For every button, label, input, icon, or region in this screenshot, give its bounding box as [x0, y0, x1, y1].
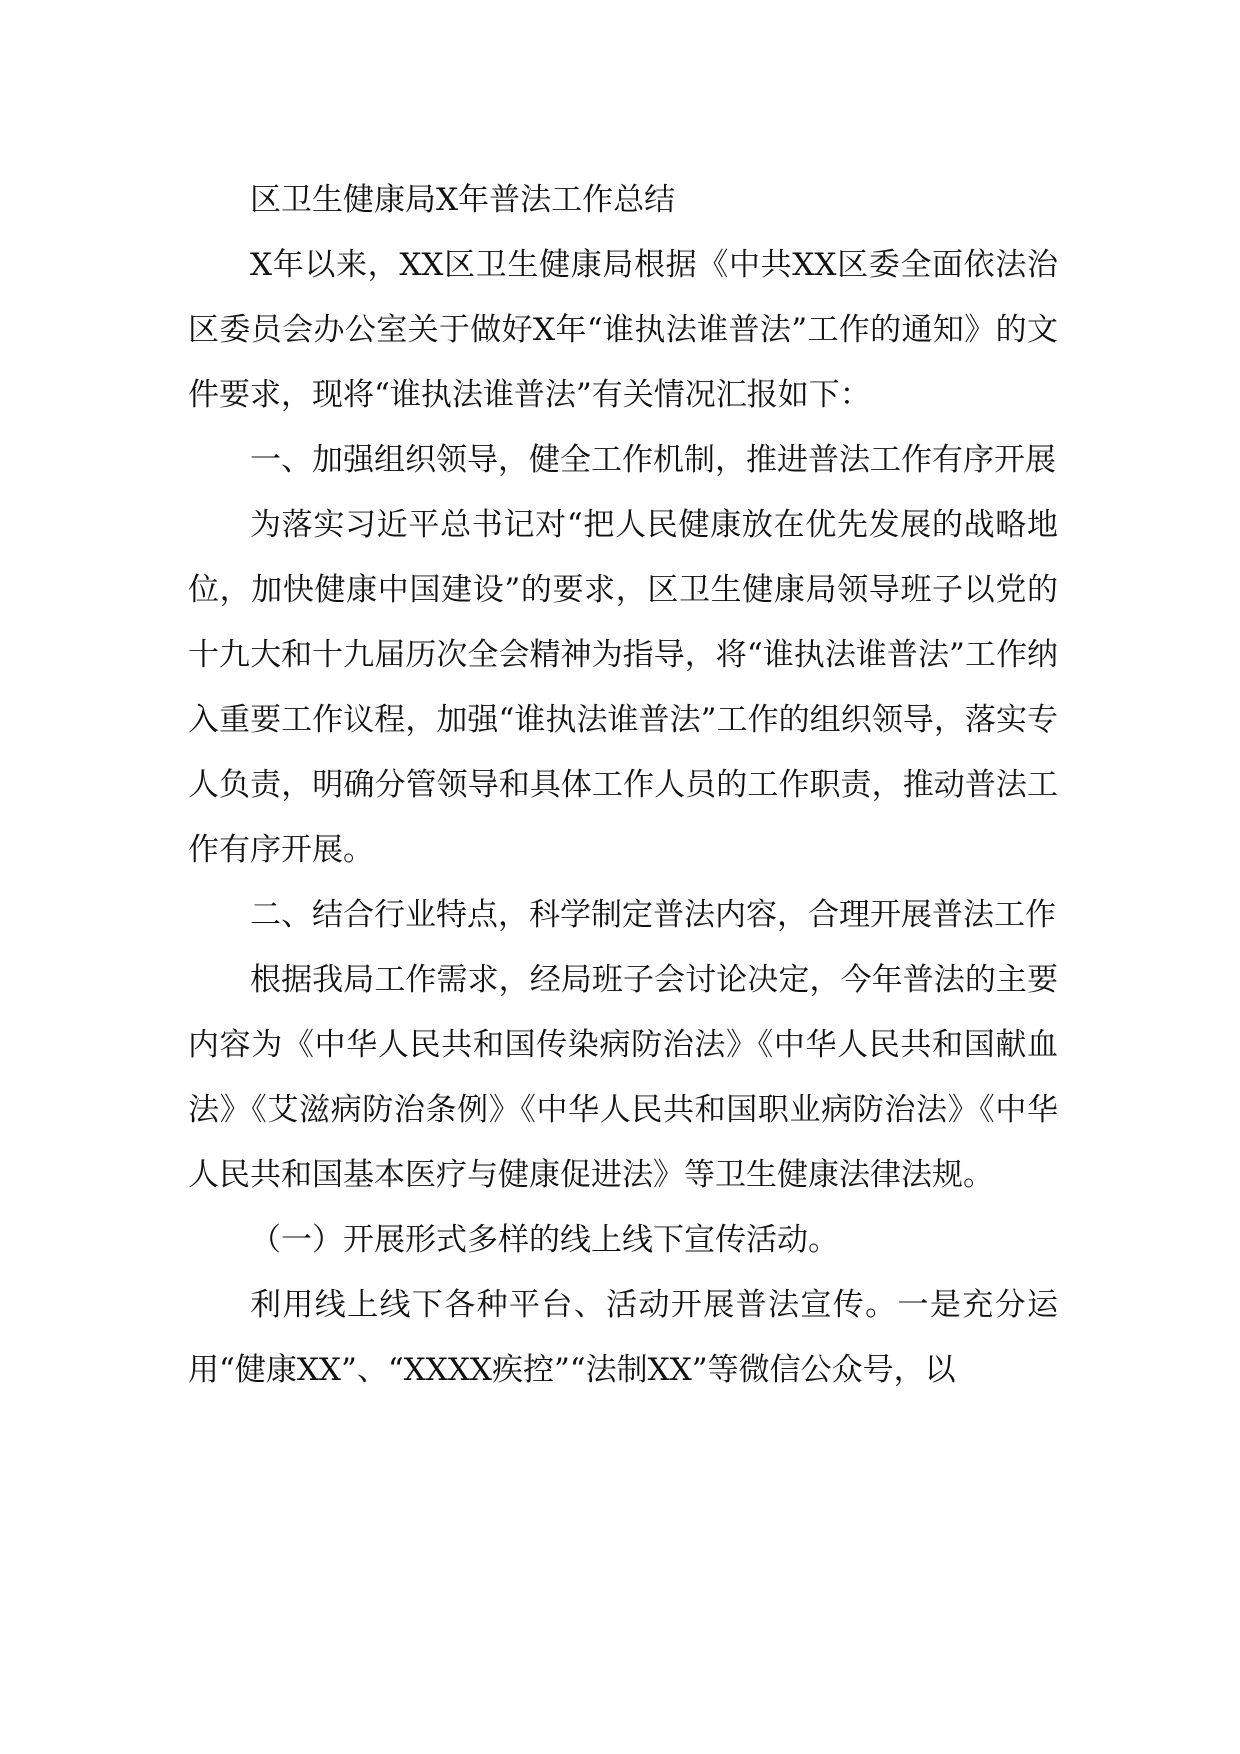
subsection-heading-1: （一）开展形式多样的线上线下宣传活动。	[250, 1222, 839, 1258]
section-heading-2: 二、结合行业特点，科学制定普法内容，合理开展普法工作	[250, 897, 1056, 933]
section-2-paragraph: 根据我局工作需求，经局班子会讨论决定，今年普法的主要内容为《中华人民共和国传染病防治法》《中华人民共和国献血法》《艾滋病防治条例》《中华人民共和国职业病防治法》《中华人民共和国基本医疗与健康促进法》等卫生健康法律法规。	[188, 962, 1058, 1193]
section-1-paragraph: 为落实习近平总书记对“把人民健康放在优先发展的战略地位，加快健康中国建设”的要求，区卫生健康局领导班子以党的十九大和十九届历次全会精神为指导，将“谁执法谁普法”工作纳入重要工作议程，加强“谁执法谁普法”工作的组织领导，落实专人负责，明确分管领导和具体工作人员的工作职责，推动普法工作有序开展。	[188, 507, 1058, 868]
document-body	[188, 168, 1058, 1403]
document-title: 区卫生健康局X年普法工作总结	[250, 182, 676, 218]
section-heading-1: 一、加强组织领导，健全工作机制，推进普法工作有序开展	[250, 442, 1056, 478]
intro-paragraph: X年以来，XX区卫生健康局根据《中共XX区委全面依法治区委员会办公室关于做好X年“谁执法谁普法”工作的通知》的文件要求，现将“谁执法谁普法”有关情况汇报如下：	[188, 247, 1058, 413]
subsection-1-paragraph: 利用线上线下各种平台、活动开展普法宣传。一是充分运用“健康XX”、“XXXX疾控”“法制XX”等微信公众号，以	[188, 1287, 1058, 1388]
